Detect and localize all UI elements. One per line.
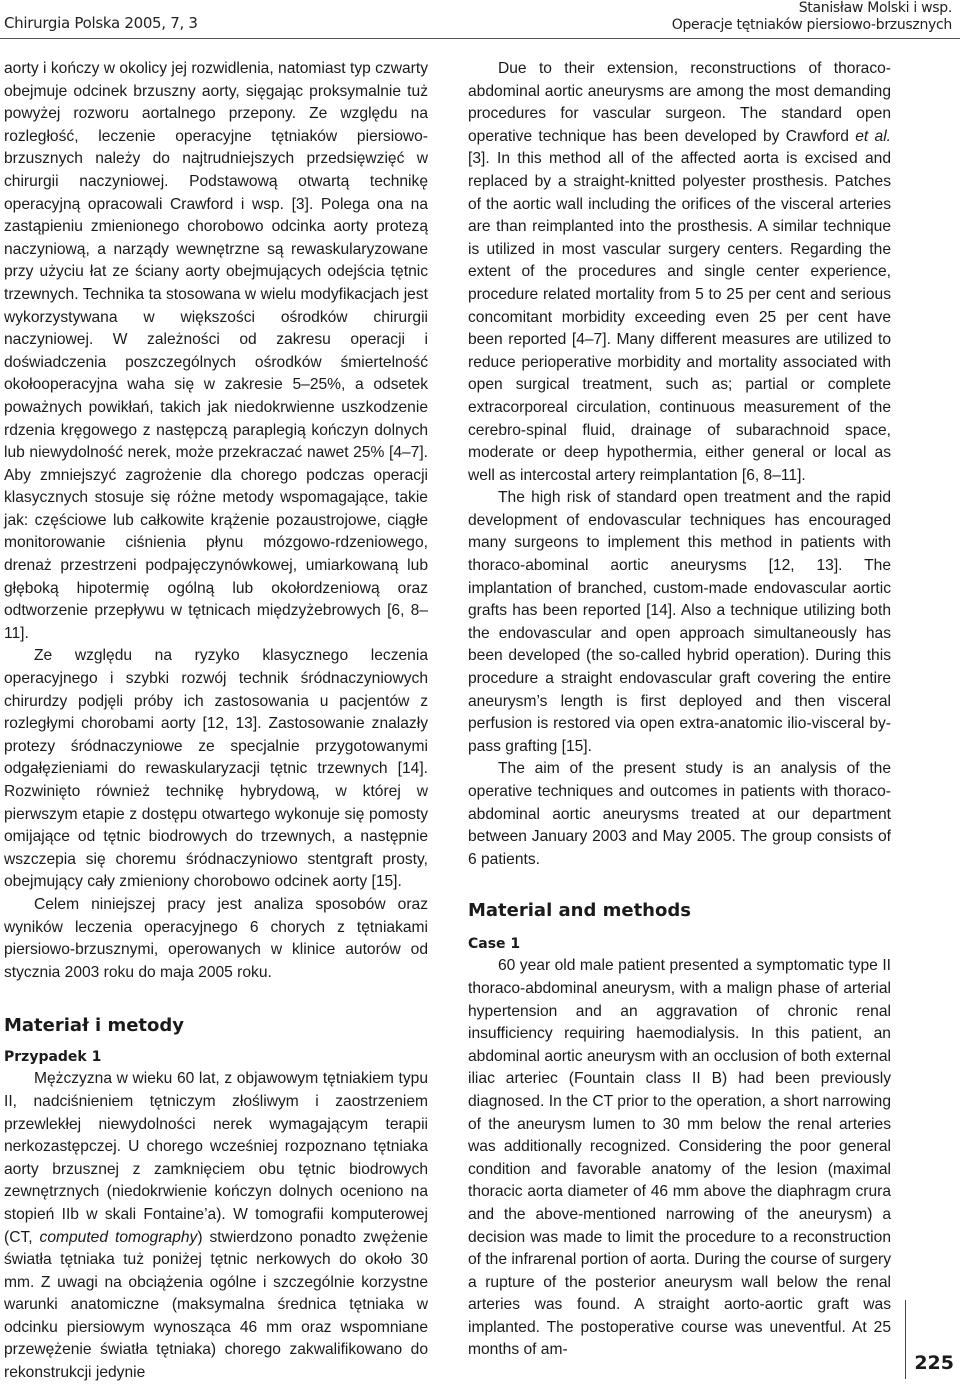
- header-divider: [0, 38, 960, 39]
- page-number: 225: [914, 1352, 954, 1374]
- english-aim-paragraph: The aim of the present study is an analysis of the operative techniques and outcomes in patients with thoraco-abdominal aortic aneurysms treated at our department between January 2003 and May 2005. The group consists of 6 patients.: [468, 760, 891, 868]
- english-section-heading: Material and methods: [468, 900, 691, 922]
- english-italic-etal: et al.: [855, 127, 892, 145]
- polish-case-paragraph: Mężczyzna w wieku 60 lat, z objawowym tętniakiem typu II, nadciśnieniem tętniczym złośliwym i zaostrzeniem przewlekłej niewydolności nerek wymagającym terapii nerkozastępczej. U chorego wcześniej rozpoznano tętniaka aorty brzusznej z zamknięciem obu tętnic biodrowych zewnętrznych (niedokrwienie kończyn dolnych oceniono na stopień IIb w skali Fontaine’a). W tomografii komputerowej (CT, computed tomography) stwierdzono ponadto zwężenie światła tętniaka tuż poniżej tętnic nerkowych do około 30 mm. Z uwagi na obciążenia ogólne i szczególnie korzystne warunki anatomiczne (maksymalna średnica tętniaka w odcinku piersiowym wynosząca 46 mm oraz wspomniane przewężenie światła tętniaka) chorego zakwalifikowano do rekonstrukcji jedynie: [4, 1070, 428, 1382]
- polish-section-heading: Materiał i metody: [4, 1015, 184, 1037]
- header-authors: Stanisław Molski i wsp.: [798, 0, 952, 16]
- polish-endovascular-paragraph: Ze względu na ryzyko klasycznego leczenia operacyjnego i szybki rozwój technik śródnaczyniowych chirurdzy podjęli próby ich zastosowania u pacjentów z rozległymi chorobami aorty [12, 13]. Zastosowanie znalazły protezy śródnaczyniowe ze specjalnie przygotowanymi odgałęzieniami do rewaskularyzacji tętnic trzewnych [14]. Rozwinięto również technikę hybrydową, w której w pierwszym etapie z dostępu otwartego wykonuje się pomosty omijające od tętnic biodrowych do trzewnych, a następnie wszczepia się choremu śródnaczyniowo stentgraft prosty, obejmujący cały zmieniony chorobowo odcinek aorty [15].: [4, 647, 428, 891]
- running-header: [672, 0, 952, 34]
- english-intro-paragraph: Due to their extension, reconstructions of thoraco-abdominal aortic aneurysms are among the most demanding procedures for vascular surgeon. The standard open operative technique has been developed by Crawford et al. [3]. In this method all of the affected aorta is excised and replaced by a straight-knitted polyester prosthesis. Patches of the aortic wall including the orifices of the visceral arteries are than reimplanted into the prosthesis. A similar technique is utilized in most vascular surgery centers. Regarding the extent of the procedures and single center experience, procedure related mortality from 5 to 25 per cent and serious concomitant morbidity exceeding even 25 per cent have been reported [4–7]. Many different measures are utilized to reduce perioperative morbidity and mortality associated with open surgical treatment, such as; partial or complete extracorporeal circulation, continuous measurement of the cerebro-spinal fluid, drainage of subarachnoid space, moderate or deep hypothermia, either general or local as well as intercostal artery reimplantation [6, 8–11].: [468, 60, 892, 484]
- polish-column: [4, 58, 428, 1385]
- polish-italic-term: computed tomography: [39, 1228, 198, 1246]
- journal-citation: Chirurgia Polska 2005, 7, 3: [4, 14, 198, 32]
- header-running-title: Operacje tętniaków piersiowo-brzusznych: [671, 17, 952, 33]
- english-case-heading: Case 1: [468, 936, 521, 953]
- polish-intro-paragraph: aorty i kończy w okolicy jej rozwidlenia, natomiast typ czwarty obejmuje odcinek brzuszny aorty, sięgając proksymalnie tuż powyżej rozworu aortalnego przepony. Ze względu na rozległość, leczenie operacyjne tętniaków piersiowo-brzusznych należy do najtrudniejszych przedsięwzięć w chirurgii naczyniowej. Podstawową otwartą technikę operacyjną opracowali Crawford i wsp. [3]. Polega ona na zastąpieniu zmienionego chorobowo odcinka aorty protezą naczyniową, a narządy wewnętrzne są rewaskularyzowane przy użyciu łat ze ściany aorty obejmujących odejścia tętnic trzewnych. Technika ta stosowana w wielu modyfikacjach jest wykorzystywana w większości ośrodków chirurgii naczyniowej. W zależności od zakresu operacji i doświadczenia poszczególnych ośrodków śmiertelność okołooperacyjna waha się w zakresie 5–25%, a odsetek poważnych powikłań, takich jak niedokrwienne uszkodzenie rdzenia kręgowego z następczą paraplegią kończyn dolnych lub niewydolność nerek, może przekraczać nawet 25% [4–7]. Aby zmniejszyć zagrożenie dla chorego podczas operacji klasycznych stosuje się różne metody wspomagające, takie jak: częściowe lub całkowite krążenie pozaustrojowe, ciągłe monitorowanie ciśnienia płynu mózgowo-rdzeniowego, drenaż przestrzeni podpajęczynówkowej, umiarkowaną lub głęboką hipotermię ogólną lub okołordzeniową oraz odtworzenie przepływu w tętnicach międzyżebrowych [6, 8–11].: [4, 60, 428, 642]
- polish-case-heading: Przypadek 1: [4, 1049, 102, 1066]
- english-endovascular-paragraph: The high risk of standard open treatment and the rapid development of endovascular techniques has encouraged many surgeons to implement this method in patients with thoraco-abominal aortic aneurysms [12, 13]. The implantation of branched, custom-made endovascular aortic grafts has been reported [14]. Also a technique utilizing both the endovascular and open approach simultaneously has been developed (the so-called hybrid operation). During this procedure a straight endovascular graft covering the entire aneurysm’s length is first deployed and then visceral perfusion is restored via open extra-anatomic ilio-visceral by-pass grafting [15].: [468, 489, 891, 755]
- page-number-divider: [905, 1300, 906, 1379]
- polish-aim-paragraph: Celem niniejszej pracy jest analiza sposobów oraz wyników leczenia operacyjnego 6 chorych z tętniakami piersiowo-brzusznymi, operowanych w klinice autorów od stycznia 2003 roku do maja 2005 roku.: [4, 895, 428, 981]
- english-case-paragraph: 60 year old male patient presented a symptomatic type II thoraco-abdominal aneurysm, with a malign phase of arterial hypertension and an aggravation of chronic renal insufficiency requiring haemodialysis. In this patient, an abdominal aortic aneurysm with an occlusion of both external iliac arteriec (Fountain class II B) had been previously diagnosed. In the CT prior to the operation, a short narrowing of the aneurysm lumen to 30 mm below the renal arteries was additionally recognized. Considering the poor general condition and favorable anatomy of the lesion (maximal thoracic aorta diameter of 46 mm above the diaphragm crura and the above-mentioned narrowing of the aneurysm) a decision was made to limit the procedure to a reconstruction of the infrarenal portion of aorta. During the course of surgery a rupture of the posterior aneurysm wall below the renal arteries was found. A straight aorto-aortic graft was implanted. The postoperative course was uneventful. At 25 months of am-: [468, 957, 891, 1359]
- english-column: [468, 58, 891, 1362]
